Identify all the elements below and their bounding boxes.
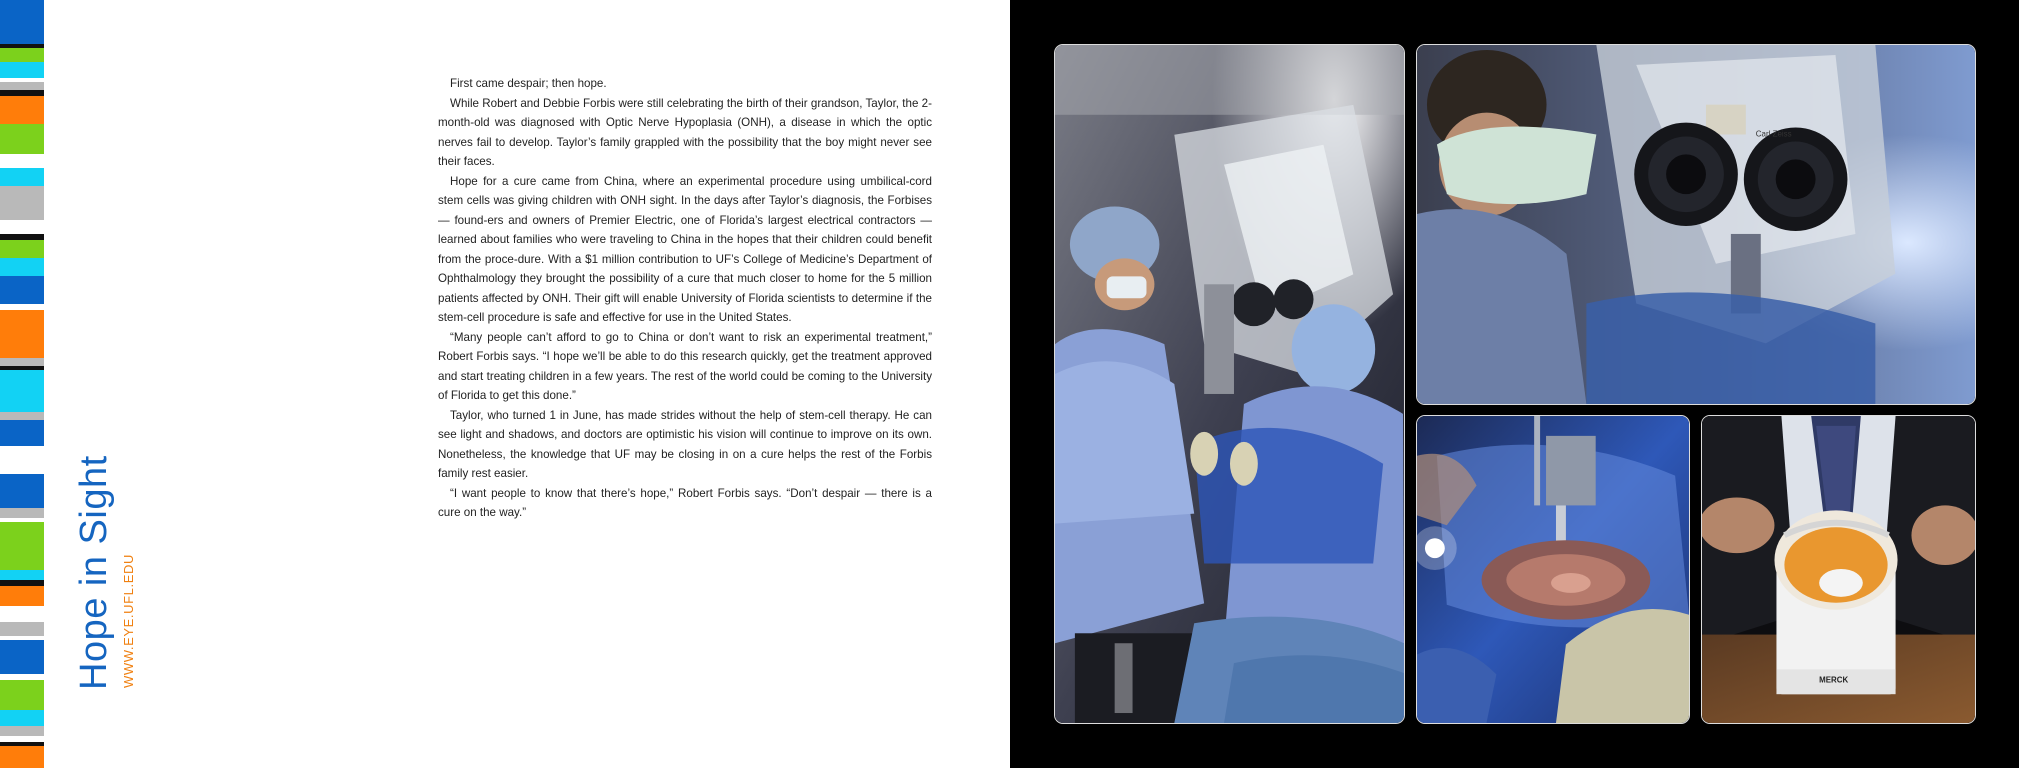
color-stripe bbox=[0, 358, 44, 366]
article-paragraph: “Many people can’t afford to go to China or don’t want to risk an experimental treatment,” Robert Forbis says. “I hope we’ll be able to do this research quickly, get the treatment approved and start treating children in a few years. The rest of the world could be coming to the University of Florida to get this done.” bbox=[438, 330, 932, 402]
color-stripe-sidebar bbox=[0, 0, 44, 768]
scope-brand-label: Carl Zeiss bbox=[1755, 129, 1792, 139]
color-stripe bbox=[0, 522, 44, 570]
eye-model-photo bbox=[1701, 415, 1976, 724]
color-stripe bbox=[0, 154, 44, 168]
article-paragraph: First came despair; then hope. bbox=[450, 77, 607, 90]
color-stripe bbox=[0, 412, 44, 420]
color-stripe bbox=[0, 640, 44, 674]
color-stripe bbox=[0, 240, 44, 258]
color-stripe bbox=[0, 276, 44, 304]
color-stripe bbox=[0, 186, 44, 220]
article-paragraph: Taylor, who turned 1 in June, has made strides without the help of stem-cell therapy. He can see light and shadows, and doctors are optimistic his vision will continue to improve on its own. Nonetheless, the knowledge that UF may be closing in on a cure helps the rest of the Forbis family rest easier. bbox=[438, 408, 932, 480]
microscope-closeup-photo bbox=[1416, 44, 1976, 405]
color-stripe bbox=[0, 310, 44, 358]
color-stripe bbox=[0, 746, 44, 768]
color-stripe bbox=[0, 726, 44, 736]
surgical-field-photo bbox=[1416, 415, 1690, 724]
article-body bbox=[438, 74, 932, 523]
color-stripe bbox=[0, 622, 44, 636]
color-stripe bbox=[0, 62, 44, 78]
article-paragraph: While Robert and Debbie Forbis were still celebrating the birth of their grandson, Taylor, the 2-month-old was diagnosed with Optic Nerve Hypoplasia (ONH), a disease in which the optic nerves fail to develop. Taylor’s family grappled with the possibility that the boy might never see their faces. bbox=[438, 96, 932, 168]
color-stripe bbox=[0, 606, 44, 622]
color-stripe bbox=[0, 586, 44, 606]
color-stripe bbox=[0, 0, 44, 44]
device-brand-label: MERCK bbox=[1819, 675, 1849, 685]
website-url: WWW.EYE.UFL.EDU bbox=[121, 554, 136, 688]
color-stripe bbox=[0, 474, 44, 508]
color-stripe bbox=[0, 570, 44, 580]
color-stripe bbox=[0, 420, 44, 446]
photo-collage-page bbox=[1010, 0, 2019, 768]
color-stripe bbox=[0, 508, 44, 518]
color-stripe bbox=[0, 446, 44, 474]
surgery-team-photo bbox=[1054, 44, 1405, 724]
color-stripe bbox=[0, 82, 44, 90]
color-stripe bbox=[0, 48, 44, 62]
color-stripe bbox=[0, 96, 44, 124]
color-stripe bbox=[0, 168, 44, 186]
color-stripe bbox=[0, 258, 44, 276]
vertical-title-block bbox=[73, 455, 136, 690]
article-paragraph: “I want people to know that there’s hope,” Robert Forbis says. “Don’t despair — there is a cure on the way.” bbox=[438, 486, 932, 519]
color-stripe bbox=[0, 680, 44, 710]
color-stripe bbox=[0, 370, 44, 412]
article-paragraph: Hope for a cure came from China, where an experimental procedure using umbilical-cord stem cells was giving children with ONH sight. In the days after Taylor’s diagnosis, the Forbises — found-ers and owners of Premier Electric, one of Florida’s largest electrical contractors — learned about families who were traveling to China in the hopes that their children could benefit from the proce-dure. With a $1 million contribution to UF’s College of Medicine’s Department of Ophthalmology they brought the possibility of a cure that much closer to home for the 5 million patients affected by ONH. Their gift will enable University of Florida scientists to determine if the stem-cell procedure is safe and effective for use in the United States. bbox=[438, 174, 932, 324]
color-stripe bbox=[0, 124, 44, 154]
color-stripe bbox=[0, 220, 44, 234]
section-title: Hope in Sight bbox=[73, 455, 115, 690]
color-stripe bbox=[0, 710, 44, 726]
